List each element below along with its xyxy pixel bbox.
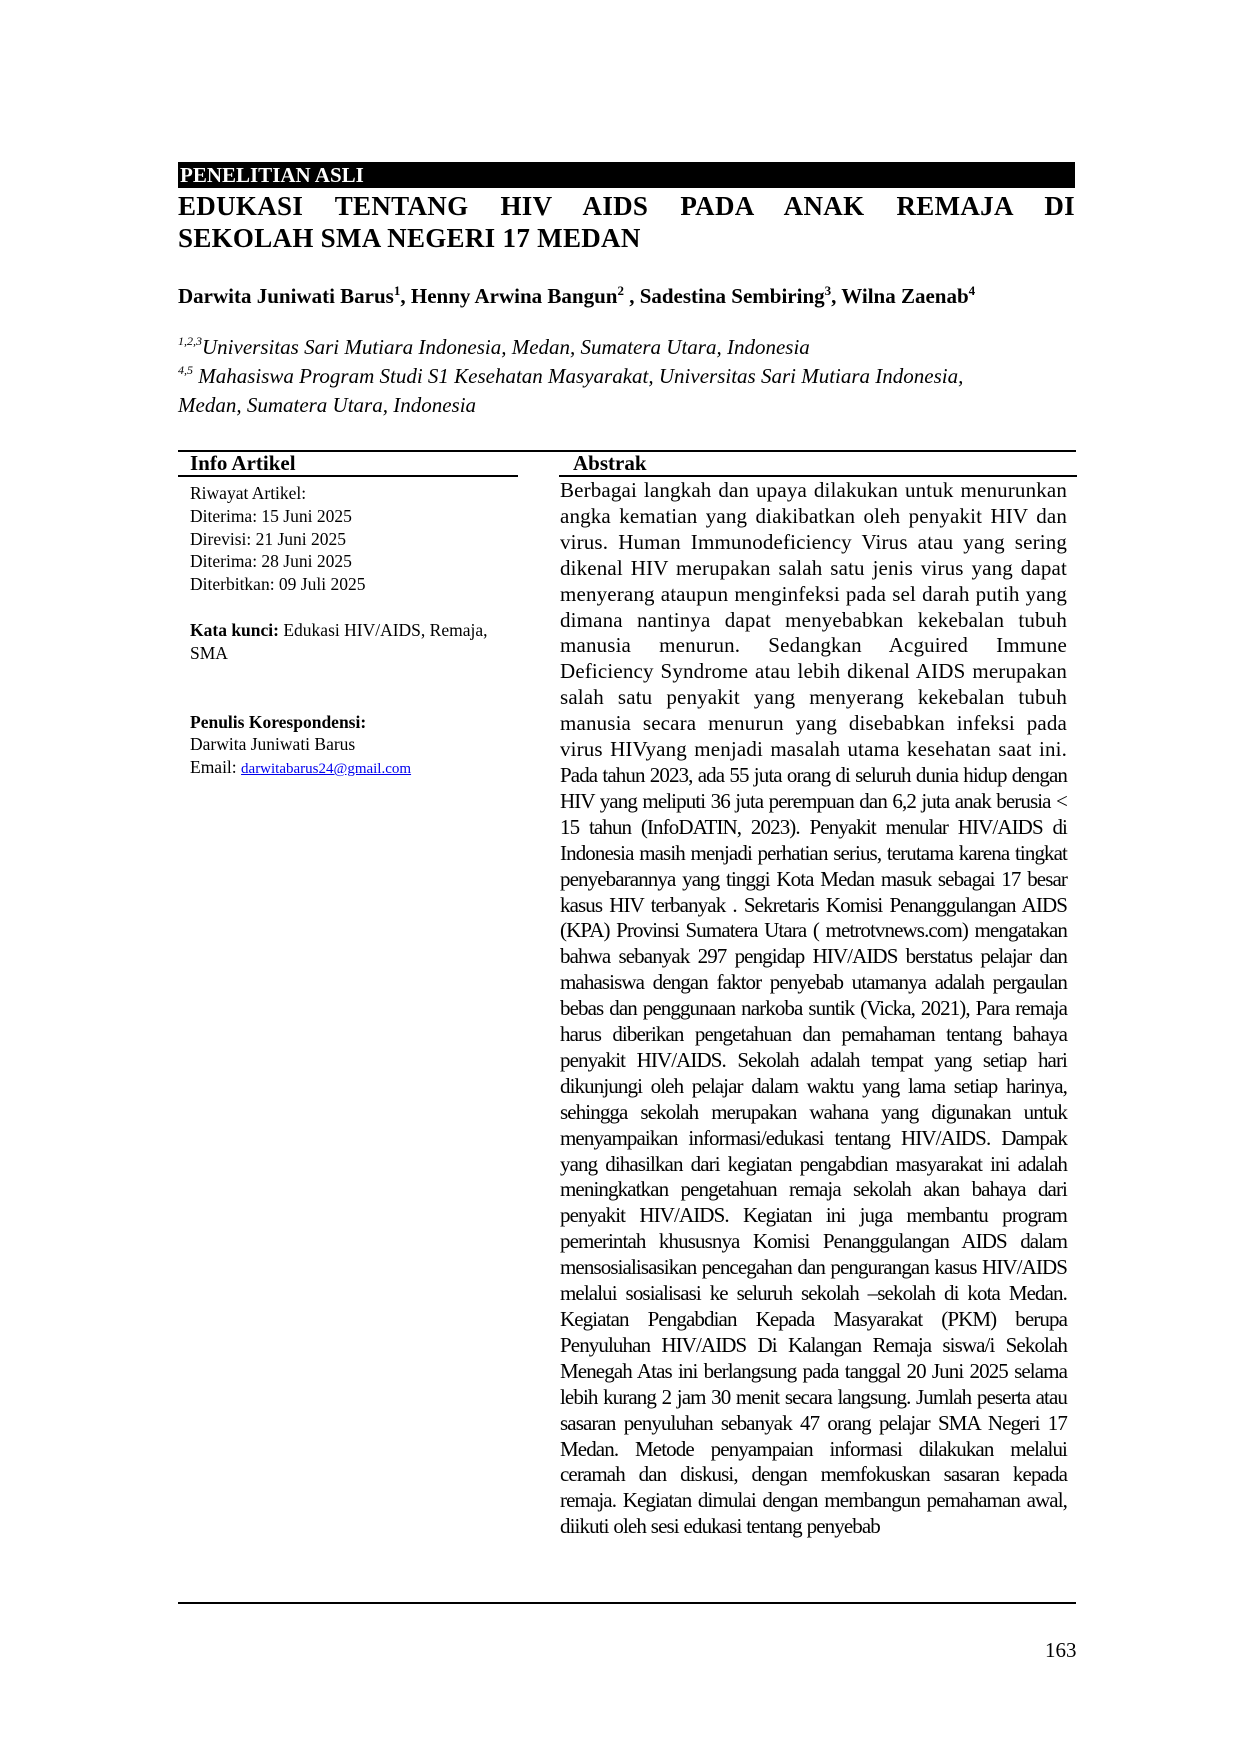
abstract-part-2: Pada tahun 2023, ada 55 juta orang di seluruh dunia hidup dengan HIV yang meliputi 36 juta perempuan dan 6,2 juta anak berusia < 15 tahun (InfoDATIN, 2023). Penyakit menular HIV/AIDS di Indonesia masih menjadi perhatian serius, terutama karena tingkat penyebarannya yang tinggi Kota Medan masuk sebagai 17 besar kasus HIV terbanyak . Sekretaris Komisi Penanggulangan AIDS (KPA) Provinsi Sumatera Utara ( metrotvnews.com) mengatakan bahwa sebanyak 297 pengidap HIV/AIDS berstatus pelajar dan mahasiswa dengan faktor penyebab utamanya adalah pergaulan bebas dan penggunaan narkoba suntik (Vicka, 2021), Para remaja harus diberikan pengetahuan dan pemahaman tentang bahaya penyakit HIV/AIDS. Sekolah adalah tempat yang setiap hari dikunjungi oleh pelajar dalam waktu yang lama setiap harinya, sehingga sekolah merupakan wahana yang digunakan untuk menyampaikan informasi/edukasi tentang HIV/AIDS. Dampak yang dihasilkan dari kegiatan pengabdian masyarakat ini adalah meningkatkan pengetahuan remaja sekolah akan bahaya dari penyakit HIV/AIDS. Kegiatan ini juga membantu program pemerintah khususnya Komisi Penanggulangan AIDS dalam mensosialisasikan pencegahan dan pengurangan kasus HIV/AIDS melalui sosialisasi ke seluruh sekolah –sekolah di kota Medan. Kegiatan Pengabdian Kepada Masyarakat (PKM) berupa Penyuluhan HIV/AIDS Di Kalangan Remaja siswa/i Sekolah Menegah Atas ini berlangsung pada tanggal 20 Juni 2025 selama lebih kurang 2 jam 30 menit secara langsung. Jumlah peserta atau sasaran penyuluhan sebanyak 47 orang pelajar SMA Negeri 17 Medan. Metode penyampaian informasi dilakukan melalui ceramah dan diskusi, dengan memfokuskan sasaran kepada remaja. Kegiatan dimulai dengan membangun pemahaman awal, diikuti oleh sesi edukasi tentang penyebab [560, 762, 1067, 1539]
email-link[interactable]: darwitabarus24@gmail.com [241, 761, 412, 778]
article-title [178, 190, 1075, 254]
info-artikel-heading: Info Artikel [190, 451, 296, 475]
affiliation-2-text: Mahasiswa Program Studi S1 Kesehatan Masyarakat, Universitas Sari Mutiara Indonesia, [193, 364, 964, 388]
author-name: Wilna Zaenab [841, 284, 969, 308]
affiliation-1-text: Universitas Sari Mutiara Indonesia, Medan, Sumatera Utara, Indonesia [202, 335, 810, 359]
keywords-label: Kata kunci: [190, 619, 279, 640]
author-affiliation-number: 4 [968, 283, 976, 298]
author-separator: , [831, 284, 842, 308]
correspondence-label-text: Penulis Korespondensi: [190, 711, 367, 732]
author-name: Darwita Juniwati Barus [178, 284, 394, 308]
affiliation-2-numbers: 4,5 [178, 363, 193, 377]
author-list [178, 280, 1098, 312]
email-label: Email: [190, 757, 242, 778]
author-affiliation-number: 1 [393, 283, 401, 298]
affiliation-1-numbers: 1,2,3 [178, 334, 202, 348]
page-number: 163 [1045, 1638, 1077, 1662]
history-label: Riwayat Artikel: [190, 483, 307, 503]
author-affiliation-number: 2 [617, 283, 624, 298]
abstract-heading: Abstrak [573, 451, 647, 475]
spacer [190, 596, 520, 619]
history-received: Diterima: 15 Juni 2025 [190, 505, 352, 526]
article-title-line-2: SEKOLAH SMA NEGERI 17 MEDAN [178, 223, 641, 253]
keywords [190, 619, 520, 665]
correspondence-email [190, 756, 520, 781]
correspondence-label [190, 711, 520, 734]
affiliation-1 [178, 333, 1078, 362]
article-title-line-1: EDUKASI TENTANG HIV AIDS PADA ANAK REMAJA DI [178, 191, 1075, 221]
history-revised: Direvisi: 21 Juni 2025 [190, 528, 347, 549]
affiliations [178, 333, 1078, 420]
author-name: Sadestina Sembiring [639, 284, 825, 308]
author-separator: , [400, 284, 411, 308]
history-published: Diterbitkan: 09 Juli 2025 [190, 574, 366, 595]
correspondence-name: Darwita Juniwati Barus [190, 734, 356, 755]
author-affiliation-number: 3 [824, 283, 832, 298]
author-separator: , [623, 284, 640, 308]
spacer [190, 665, 520, 711]
affiliation-2 [178, 362, 1078, 391]
abstract-text [560, 478, 1067, 1540]
affiliation-2-continued: Medan, Sumatera Utara, Indonesia [178, 393, 477, 417]
history-accepted: Diterima: 28 Juni 2025 [190, 551, 352, 572]
author-name: Henny Arwina Bangun [410, 284, 618, 308]
abstract-body [560, 478, 1067, 1540]
article-info [190, 482, 520, 781]
keywords-text: Edukasi HIV/AIDS, Remaja, SMA [190, 619, 488, 663]
article-category: PENELITIAN ASLI [180, 163, 364, 187]
abstract-part-1: Berbagai langkah dan upaya dilakukan untuk menurunkan angka kematian yang diakibatkan oleh penyakit HIV dan virus. Human Immunodeficiency Virus atau yang sering dikenal HIV merupakan salah satu jenis virus yang dapat menyerang ataupun menginfeksi pada sel darah putih yang dimana nantinya dapat menyebabkan kekebalan tubuh manusia menurun. Sedangkan Acguired Immune Deficiency Syndrome atau lebih dikenal AIDS merupakan salah satu penyakit yang menyerang kekebalan tubuh manusia secara menurun yang disebabkan infeksi pada virus HIVyang menjadi masalah utama kesehatan saat ini. [560, 478, 1067, 762]
article-category-bar [178, 162, 1075, 188]
section-bottom-rule [178, 1602, 1076, 1604]
